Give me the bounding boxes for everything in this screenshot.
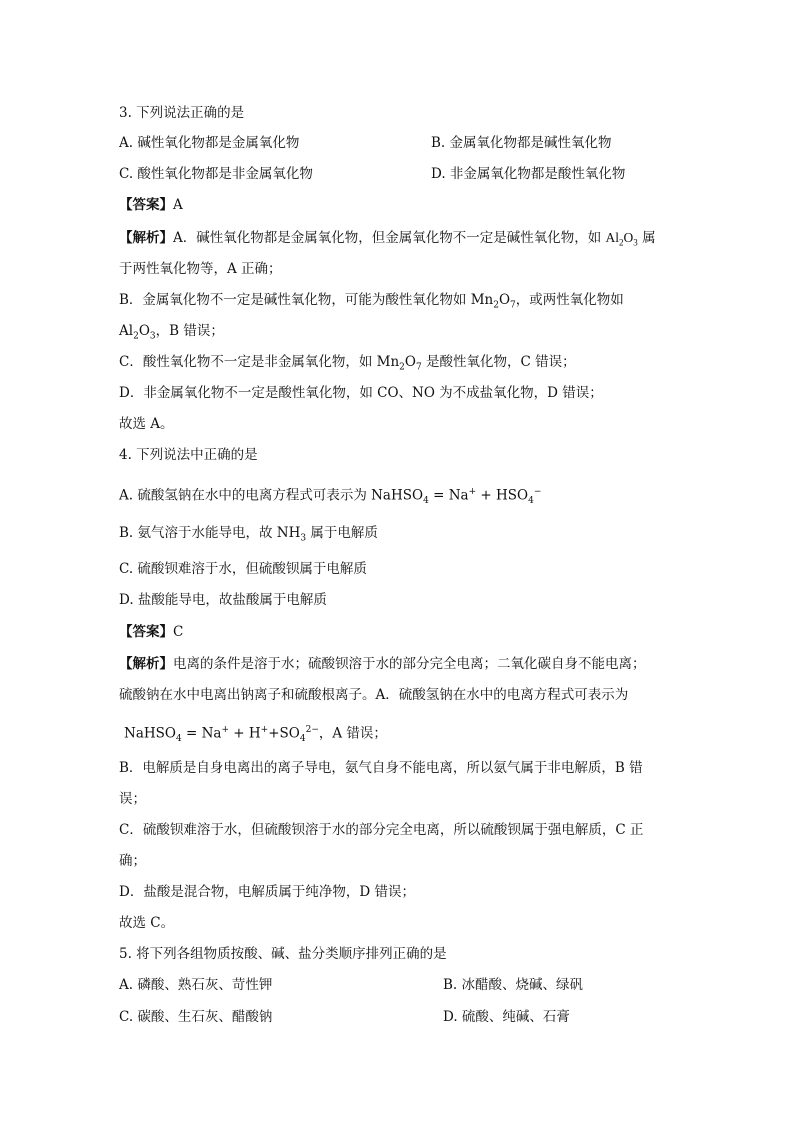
q4-stem: 4. 下列说法中正确的是: [119, 447, 258, 463]
q4-equation: NaHSO$_4$ = $Na^+ + H^++SO_4^{2-}$，A 错误；: [124, 725, 387, 745]
answer-value: A: [173, 197, 183, 213]
q4-conclusion: 故选 C。: [119, 915, 175, 931]
q4-option-a: A. 硫酸氢钠在水中的电离方程式可表示为 NaHSO$_4$ = $Na^+ + HSO_4^-$: [119, 487, 542, 507]
q4-analysis-b-line2: 误；: [119, 791, 146, 807]
q5-option-b: B. 冰醋酸、烧碱、绿矾: [443, 977, 584, 993]
q3-option-c: C. 酸性氧化物都是非金属氧化物: [119, 166, 313, 182]
q3-analysis-a-line2: 于两性氧化物等，A 正确；: [119, 261, 282, 277]
analysis-tag: 【解析】: [119, 656, 173, 672]
q4-answer: [119, 622, 183, 642]
analysis-text: 属: [637, 230, 656, 246]
answer-tag: 【答案】: [119, 197, 173, 213]
q3-analysis-b-line1: B．金属氧化物不一定是碱性氧化物，可能为酸性氧化物如 $Mn_2O_7$，或两性氧化物如: [119, 292, 624, 311]
q4-analysis-c-line1: C．硫酸钡难溶于水，但硫酸钡溶于水的部分完全电离，所以硫酸钡属于强电解质，C 正: [119, 822, 644, 838]
q3-stem: 3. 下列说法正确的是: [119, 105, 245, 121]
q3-analysis-b-line2: $Al_2O_3$，B 错误；: [119, 323, 224, 342]
q3-analysis-c: C．酸性氧化物不一定是非金属氧化物，如 $Mn_2O_7$ 是酸性氧化物，C 错误；: [119, 354, 576, 373]
q5-option-a: A. 磷酸、熟石灰、苛性钾: [119, 977, 273, 993]
q5-stem: 5. 将下列各组物质按酸、碱、盐分类顺序排列正确的是: [119, 946, 447, 962]
q3-conclusion: 故选 A。: [119, 416, 174, 432]
q4-analysis-b-line1: B．电解质是自身电离出的离子导电，氨气自身不能电离，所以氨气属于非电解质，B 错: [119, 760, 643, 776]
q3-option-a: A. 碱性氧化物都是金属氧化物: [119, 135, 300, 151]
analysis-text: A．碱性氧化物都是金属氧化物，但金属氧化物不一定是碱性氧化物，如: [173, 230, 606, 246]
q4-analysis-d: D．盐酸是混合物，电解质属于纯净物，D 错误；: [119, 884, 415, 900]
q5-option-d: D. 硫酸、纯碱、石膏: [443, 1009, 570, 1025]
q4-analysis-c-line2: 确；: [119, 853, 146, 869]
q3-analysis-a-line1: [119, 228, 656, 253]
q3-option-b: B. 金属氧化物都是碱性氧化物: [431, 135, 612, 151]
answer-tag: 【答案】: [119, 624, 173, 640]
q5-option-c: C. 碳酸、生石灰、醋酸钠: [119, 1009, 273, 1025]
q4-option-b: B. 氨气溶于水能导电，故 $NH_3$ 属于电解质: [119, 525, 378, 544]
q4-option-c: C. 硫酸钡难溶于水，但硫酸钡属于电解质: [119, 561, 367, 577]
q4-option-d: D. 盐酸能导电，故盐酸属于电解质: [119, 592, 327, 608]
q3-analysis-d: D．非金属氧化物不一定是酸性氧化物，如 CO、NO 为不成盐氧化物，D 错误；: [119, 385, 603, 401]
q3-option-d: D. 非金属氧化物都是酸性氧化物: [431, 166, 626, 182]
q4-analysis-line1: 【解析】电离的条件是溶于水；硫酸钡溶于水的部分完全电离；二氧化碳自身不能电离；: [119, 656, 646, 672]
analysis-tag: 【解析】: [119, 230, 173, 246]
q3-answer: [119, 195, 183, 215]
q4-analysis-line2: 硫酸钠在水中电离出钠离子和硫酸根离子。A．硫酸氢钠在水中的电离方程式可表示为: [119, 687, 629, 703]
formula: $Al_2O_3$: [605, 230, 638, 248]
answer-value: C: [173, 624, 184, 640]
